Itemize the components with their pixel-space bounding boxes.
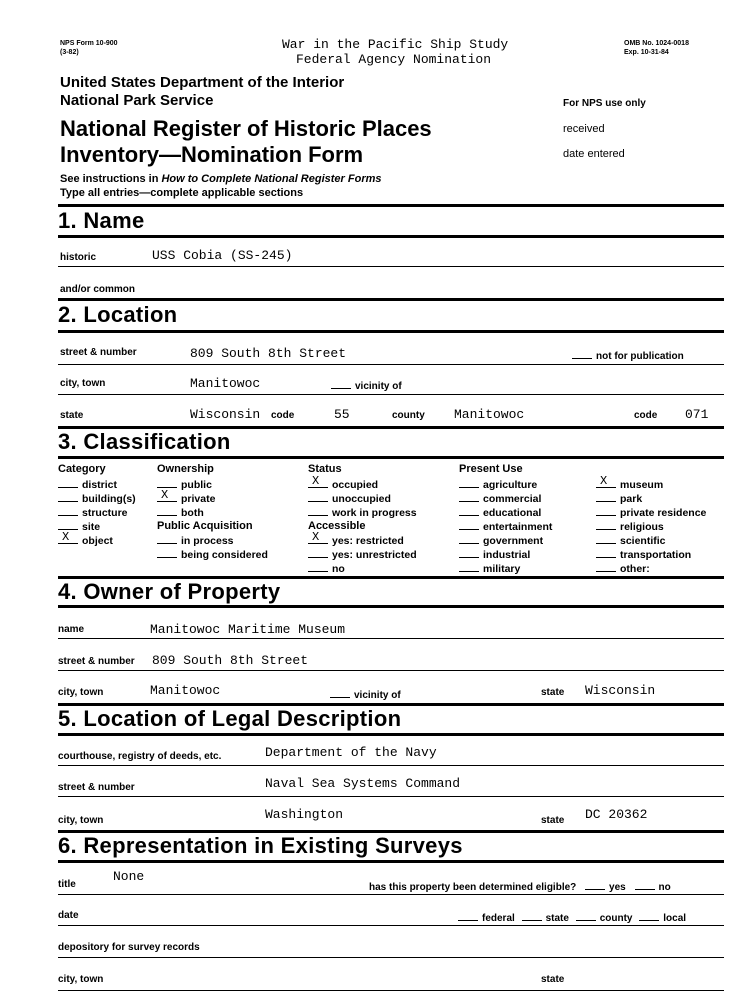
category-list [58, 477, 136, 547]
use-other: other: [596, 561, 706, 575]
field-rule [58, 990, 724, 991]
category-structure: structure [58, 505, 136, 519]
street-label: street & number [60, 347, 137, 358]
section-1-heading: 1. Name [58, 208, 145, 233]
checkbox [58, 477, 78, 488]
blank [330, 687, 350, 698]
accessible-no: no [308, 561, 417, 575]
owner-vicinity: vicinity of [330, 687, 401, 701]
section-2-heading: 2. Location [58, 302, 178, 327]
county-code-label: code [634, 410, 658, 421]
public-acquisition-heading: Public Acquisition [157, 520, 253, 532]
checkbox [459, 547, 479, 558]
form-subtitle: Inventory—Nomination Form [60, 142, 364, 167]
checkbox [58, 519, 78, 530]
code-label: code [271, 410, 295, 421]
use-commercial: commercial [459, 491, 552, 505]
checkbox [58, 505, 78, 516]
accessible-restricted: X yes: restricted [308, 533, 417, 547]
checkbox [596, 561, 616, 572]
checkbox [596, 533, 616, 544]
legal-state-label: state [541, 815, 565, 826]
section-rule [58, 860, 724, 863]
section-4-heading: 4. Owner of Property [58, 579, 281, 604]
accessible-unrestricted: yes: unrestricted [308, 547, 417, 561]
section-3-heading: 3. Classification [58, 429, 231, 454]
study-title: War in the Pacific Ship Study [282, 37, 509, 52]
owner-state-label: state [541, 687, 565, 698]
legal-city-value: Washington [265, 807, 344, 822]
checkbox [596, 491, 616, 502]
blank [635, 879, 655, 890]
owner-name-value: Manitowoc Maritime Museum [150, 622, 346, 637]
field-rule [58, 796, 724, 797]
use-government: government [459, 533, 552, 547]
legal-street-label: street & number [58, 782, 135, 793]
present-use-list-2 [596, 474, 707, 575]
use-religious: religious [596, 519, 706, 533]
study-subtitle: Federal Agency Nomination [296, 52, 492, 67]
field-rule [58, 925, 724, 926]
section-rule [58, 298, 724, 301]
state-value: Wisconsin [190, 407, 261, 422]
received-label: received [563, 123, 605, 135]
checkbox [459, 519, 479, 530]
accessible-heading: Accessible [308, 520, 366, 532]
omb-number: OMB No. 1024-0018 [624, 40, 689, 47]
field-rule [58, 957, 724, 958]
department-name: United States Department of the Interior [60, 74, 345, 91]
historic-label: historic [60, 252, 97, 263]
field-rule [58, 364, 724, 365]
checkbox [157, 477, 177, 488]
checkbox: X [58, 533, 78, 544]
section-6-heading: 6. Representation in Existing Surveys [58, 833, 463, 858]
historic-value: USS Cobia (SS-245) [152, 248, 293, 263]
county-code-value: 071 [685, 407, 709, 422]
city-label: city, town [60, 378, 106, 389]
service-name: National Park Service [60, 92, 214, 109]
date-entered-label: date entered [563, 148, 625, 160]
eligibility-question: has this property been determined eligible? yes no [369, 879, 671, 893]
status-work-in-progress: work in progress [308, 505, 417, 519]
owner-name-label: name [58, 624, 85, 635]
checkbox [308, 547, 328, 558]
blank [572, 348, 592, 359]
category-site: site [58, 519, 136, 533]
category-object: X object [58, 533, 136, 547]
field-rule [58, 266, 724, 267]
checkbox: X [308, 533, 328, 544]
form-revision: (3-82) [60, 49, 79, 56]
checkbox [308, 561, 328, 572]
section-rule [58, 330, 724, 333]
field-rule [58, 638, 724, 639]
for-nps-use-label: For NPS use only [563, 98, 646, 109]
blank [458, 910, 478, 921]
section-5-heading: 5. Location of Legal Description [58, 706, 402, 731]
vicinity-of: vicinity of [331, 378, 402, 392]
checkbox [157, 505, 177, 516]
checkbox [596, 505, 616, 516]
checkbox [596, 547, 616, 558]
street-value: 809 South 8th Street [190, 346, 347, 361]
checkbox [459, 533, 479, 544]
county-value: Manitowoc [454, 407, 525, 422]
acquisition-in-process: in process [157, 533, 268, 547]
checkbox [596, 519, 616, 530]
county-label: county [392, 410, 425, 421]
form-title: National Register of Historic Places [60, 116, 432, 141]
present-use-list-1 [459, 477, 552, 575]
city-value: Manitowoc [190, 376, 261, 391]
blank [576, 910, 596, 921]
use-military: military [459, 561, 552, 575]
survey-date-label: date [58, 910, 79, 921]
use-educational: educational [459, 505, 552, 519]
checkbox [58, 491, 78, 502]
use-agriculture: agriculture [459, 477, 552, 491]
survey-state-label: state [541, 974, 565, 985]
ownership-public: public [157, 477, 268, 491]
survey-level: federal state county local [458, 910, 686, 924]
checkbox [157, 547, 177, 558]
legal-state-value: DC 20362 [585, 807, 648, 822]
checkbox [459, 477, 479, 488]
blank [331, 378, 351, 389]
owner-state-value: Wisconsin [585, 683, 656, 698]
field-rule [58, 394, 724, 395]
checkbox [308, 505, 328, 516]
checkbox [459, 505, 479, 516]
use-industrial: industrial [459, 547, 552, 561]
checkbox [459, 561, 479, 572]
checkbox: X [157, 491, 177, 502]
checkbox: X [308, 477, 328, 488]
code-value: 55 [334, 407, 350, 422]
field-rule [58, 894, 724, 895]
form-number: NPS Form 10-900 [60, 40, 118, 47]
checkbox [308, 491, 328, 502]
use-transportation: transportation [596, 547, 706, 561]
status-list [308, 474, 417, 575]
expiration: Exp. 10-31-84 [624, 49, 669, 56]
blank [522, 910, 542, 921]
instructions-line: See instructions in How to Complete National Register Forms [60, 173, 382, 185]
survey-city-label: city, town [58, 974, 104, 985]
use-entertainment: entertainment [459, 519, 552, 533]
ownership-private: X private [157, 491, 268, 505]
courthouse-value: Department of the Navy [265, 745, 437, 760]
blank [585, 879, 605, 890]
survey-title-value: None [113, 869, 145, 884]
depository-label: depository for survey records [58, 942, 200, 953]
checkbox: X [596, 477, 616, 488]
acquisition-being-considered: being considered [157, 547, 268, 561]
section-rule [58, 456, 724, 459]
survey-title-label: title [58, 879, 76, 890]
section-rule [58, 204, 724, 207]
ownership-heading: Ownership [157, 463, 214, 475]
courthouse-label: courthouse, registry of deeds, etc. [58, 751, 222, 762]
state-label: state [60, 410, 84, 421]
legal-street-value: Naval Sea Systems Command [265, 776, 461, 791]
section-rule [58, 235, 724, 238]
checkbox [459, 491, 479, 502]
present-use-heading: Present Use [459, 463, 523, 475]
use-private-residence: private residence [596, 505, 706, 519]
legal-city-label: city, town [58, 815, 104, 826]
use-park: park [596, 491, 706, 505]
checkbox [157, 533, 177, 544]
field-rule [58, 670, 724, 671]
common-name-label: and/or common [60, 284, 136, 295]
owner-street-label: street & number [58, 656, 135, 667]
ownership-both: both [157, 505, 268, 519]
category-buildings: building(s) [58, 491, 136, 505]
use-scientific: scientific [596, 533, 706, 547]
owner-city-label: city, town [58, 687, 104, 698]
use-museum: X museum [596, 477, 706, 491]
field-rule [58, 765, 724, 766]
category-district: district [58, 477, 136, 491]
owner-city-value: Manitowoc [150, 683, 221, 698]
blank [639, 910, 659, 921]
section-rule [58, 733, 724, 736]
status-occupied: X occupied [308, 477, 417, 491]
not-for-publication: not for publication [572, 348, 684, 362]
category-heading: Category [58, 463, 106, 475]
section-rule [58, 605, 724, 608]
owner-street-value: 809 South 8th Street [152, 653, 309, 668]
ownership-list [157, 477, 268, 561]
status-unoccupied: unoccupied [308, 491, 417, 505]
status-heading: Status [308, 463, 342, 475]
instructions-line-2: Type all entries—complete applicable sections [60, 187, 304, 199]
